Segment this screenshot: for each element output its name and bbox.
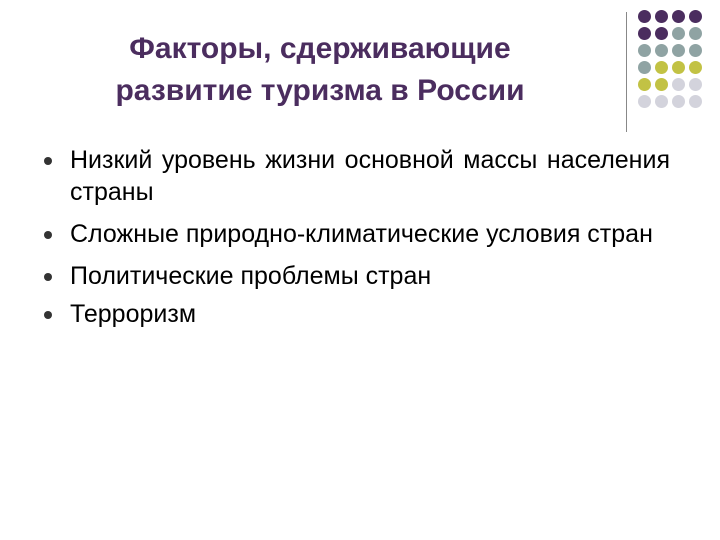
decorative-dot [655, 44, 668, 57]
bullet-item [42, 298, 670, 330]
decorative-dot [689, 95, 702, 108]
decorative-dot-grid [636, 8, 716, 118]
bullet-text: Сложные природно-климатические условия стран [70, 220, 653, 248]
bullet-list [42, 144, 670, 330]
decorative-dot [655, 78, 668, 91]
decorative-dot [672, 78, 685, 91]
bullet-item [42, 260, 670, 292]
decorative-dot [638, 44, 651, 57]
decorative-dot [672, 61, 685, 74]
decorative-dot [689, 27, 702, 40]
bullet-dot-icon [44, 231, 52, 239]
decorative-dot [655, 27, 668, 40]
decorative-dot [638, 61, 651, 74]
decorative-dot [672, 10, 685, 23]
bullet-dot-icon [44, 311, 52, 319]
bullet-text: Политические проблемы стран [70, 262, 432, 290]
bullet-text: Терроризм [70, 300, 197, 328]
bullet-item [42, 144, 670, 208]
bullet-text: Низкий уровень жизни основной массы населения страны [70, 146, 670, 206]
slide-title [40, 28, 600, 112]
decorative-dot [655, 61, 668, 74]
decorative-dot [672, 27, 685, 40]
decorative-dot [689, 78, 702, 91]
decorative-dot [655, 10, 668, 23]
decorative-dot [638, 10, 651, 23]
vertical-divider [626, 12, 627, 132]
bullet-dot-icon [44, 157, 52, 165]
decorative-dot [655, 95, 668, 108]
bullet-item [42, 218, 670, 250]
bullet-dot-icon [44, 273, 52, 281]
title-line-2: развитие туризма в России [115, 74, 525, 107]
decorative-dot [638, 95, 651, 108]
title-line-1: Факторы, сдерживающие [129, 32, 511, 65]
decorative-dot [689, 10, 702, 23]
decorative-dot [638, 27, 651, 40]
decorative-dot [689, 61, 702, 74]
decorative-dot [672, 44, 685, 57]
decorative-dot [638, 78, 651, 91]
decorative-dot [672, 95, 685, 108]
decorative-dot [689, 44, 702, 57]
